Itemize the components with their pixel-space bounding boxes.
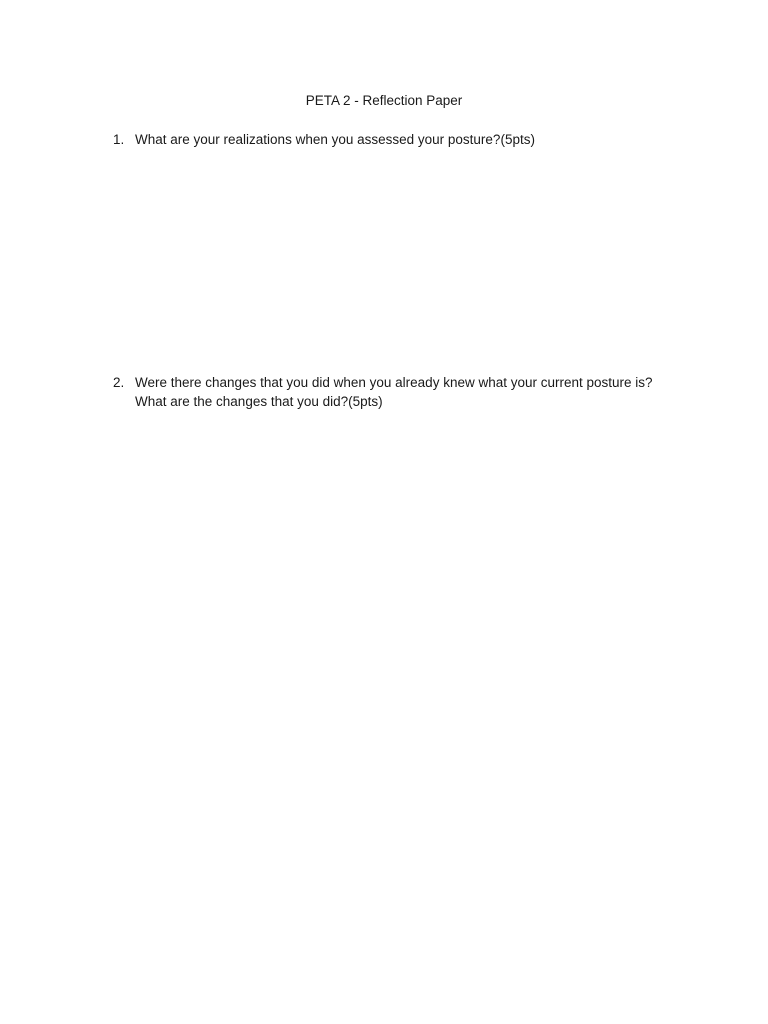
question-2 — [113, 373, 693, 411]
question-text-line: Were there changes that you did when you already knew what your current posture is? — [135, 375, 653, 390]
question-number: 2. — [113, 375, 125, 390]
question-text — [135, 130, 693, 149]
document-title: PETA 2 - Reflection Paper — [305, 93, 463, 108]
question-text-line: What are your realizations when you assessed your posture?(5pts) — [135, 132, 535, 147]
question-1 — [113, 130, 693, 149]
question-text — [135, 373, 693, 411]
question-text-line: What are the changes that you did?(5pts) — [135, 394, 383, 409]
question-number: 1. — [113, 132, 125, 147]
